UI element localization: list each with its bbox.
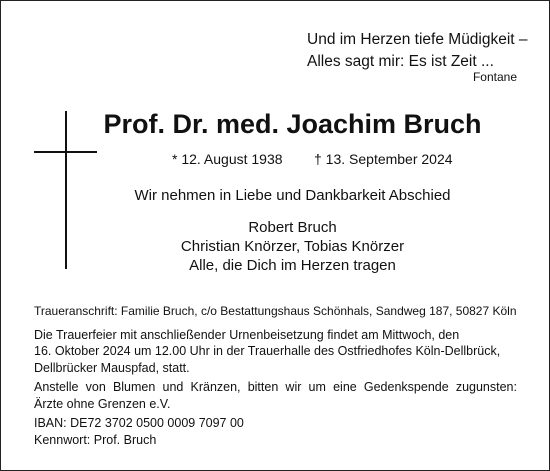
iban: IBAN: DE72 3702 0500 0009 7097 00 xyxy=(34,416,244,430)
poem-quote xyxy=(307,29,528,73)
mourner-name: Robert Bruch xyxy=(248,219,337,236)
cross-icon-horizontal xyxy=(34,151,97,153)
mourning-address: Traueranschrift: Familie Bruch, c/o Bestattungshaus Schönhals, Sandweg 187, 50827 Köln xyxy=(34,304,517,318)
donation-info xyxy=(34,379,517,412)
poem-line: Alles sagt mir: Es ist Zeit ... xyxy=(307,53,494,70)
mourner-name: Alle, die Dich im Herzen tragen xyxy=(189,257,396,274)
funeral-details xyxy=(34,303,517,451)
mourners-list xyxy=(1,218,549,275)
death-date: † 13. September 2024 xyxy=(314,151,453,167)
donation-line: Anstelle von Blumen und Kränzen, bitten wir um eine Gedenkspende zugunsten: xyxy=(34,380,517,394)
bank-info xyxy=(34,415,517,448)
ceremony-info xyxy=(34,327,517,377)
ceremony-line: 16. Oktober 2024 um 12.00 Uhr in der Trauerhalle des Ostfriedhofes Köln-Dellbrück, xyxy=(34,344,501,358)
poem-line: Und im Herzen tiefe Müdigkeit – xyxy=(307,31,528,48)
ceremony-line: Dellbrücker Mauspfad, statt. xyxy=(34,360,190,375)
donation-keyword: Kennwort: Prof. Bruch xyxy=(34,432,157,447)
birth-date: * 12. August 1938 xyxy=(172,151,283,167)
deceased-name: Prof. Dr. med. Joachim Bruch xyxy=(103,109,482,139)
farewell-text: Wir nehmen in Liebe und Dankbarkeit Abschied xyxy=(134,187,451,204)
poem-author: Fontane xyxy=(472,70,517,84)
mourner-name: Christian Knörzer, Tobias Knörzer xyxy=(180,238,405,255)
ceremony-line: Die Trauerfeier mit anschließender Urnenbeisetzung findet am Mittwoch, den xyxy=(34,327,460,342)
donation-recipient: Ärzte ohne Grenzen e.V. xyxy=(34,396,171,411)
